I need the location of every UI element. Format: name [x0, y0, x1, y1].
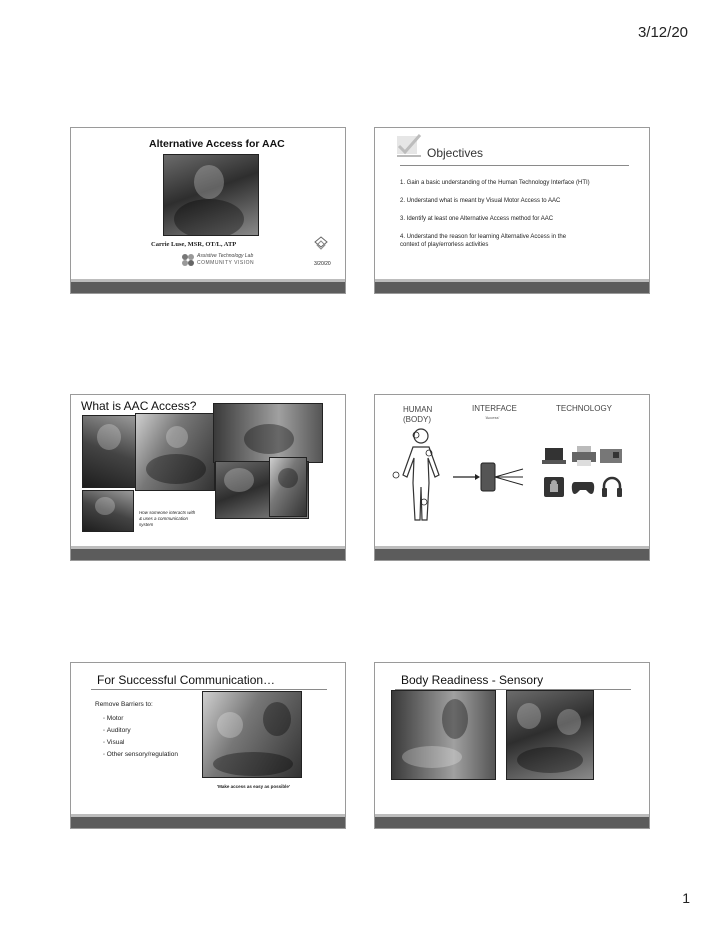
seal-logo-icon [313, 236, 329, 254]
laptop-icon [542, 447, 566, 465]
slide-footer [375, 817, 649, 828]
child-in-classroom-photo [135, 413, 215, 491]
slide2-title: Objectives [427, 146, 484, 160]
technology-label: TECHNOLOGY [556, 404, 613, 413]
sensory-activity-photo [391, 690, 496, 780]
slide5-intro: Remove Barriers to: [95, 701, 153, 708]
human-label: HUMAN [403, 405, 433, 414]
slide-what-is-aac-access [70, 394, 346, 561]
access-label: 'Access' [485, 415, 500, 420]
slide6-title: Body Readiness - Sensory [401, 673, 544, 687]
children-reading-photo [506, 690, 594, 780]
slide1-author: Carrie Luse, MSR, OT/L, ATP [151, 241, 237, 248]
android-icon [544, 477, 564, 497]
barrier-item: ◦ Other sensory/regulation [103, 749, 178, 761]
barrier-list [103, 713, 178, 761]
child-in-wheelchair-photo [163, 154, 259, 236]
slide-successful-communication [70, 662, 346, 829]
objective-item: 3. Identify at least one Alternative Access method for AAC [400, 216, 554, 222]
slide5-title: For Successful Communication… [97, 673, 276, 687]
assistive-tech-lab-logo: Assistive Technology Lab COMMUNITY VISION [181, 253, 261, 269]
headphones-icon [601, 476, 623, 498]
barrier-item: ◦ Visual [103, 737, 178, 749]
slide-body-readiness-sensory [374, 662, 650, 829]
interface-label: INTERFACE [472, 404, 517, 413]
slide3-title: What is AAC Access? [81, 399, 197, 413]
slide3-caption: How someone interacts with & uses a communication system [139, 510, 196, 527]
slide-footer [375, 282, 649, 293]
child-and-adult-photo [202, 691, 302, 778]
objective-item: 2. Understand what is meant by Visual Motor Access to AAC [400, 198, 561, 204]
barrier-item: ◦ Motor [103, 713, 178, 725]
body-label: (BODY) [403, 415, 431, 424]
slide-footer [375, 549, 649, 560]
slide5-quote: 'Make access as easy as possible' [217, 784, 290, 789]
slide-footer [71, 282, 345, 293]
checkmark-icon [395, 132, 423, 158]
barrier-item: ◦ Auditory [103, 725, 178, 737]
slide-footer [71, 817, 345, 828]
chip-icon [600, 447, 622, 465]
page-date: 3/12/20 [637, 24, 688, 41]
slide-footer [71, 549, 345, 560]
wheelchair-outdoor-photo [213, 403, 323, 463]
slide-title-slide [70, 127, 346, 294]
interface-arrows [453, 457, 533, 497]
human-body-outline [391, 425, 451, 525]
slide-human-interface-technology [374, 394, 650, 561]
printer-icon [572, 446, 596, 466]
slide1-date: 3/20/20 [314, 261, 331, 267]
slide-objectives [374, 127, 650, 294]
puzzle-logo-icon [181, 253, 195, 267]
slide1-title: Alternative Access for AAC [149, 138, 285, 150]
child-with-tablet-photo [82, 490, 134, 532]
gamepad-icon [571, 480, 595, 496]
objective-item: 1. Gain a basic understanding of the Human Technology Interface (HTI) [400, 180, 590, 186]
child-with-device-photo [82, 415, 137, 488]
page-number: 1 [682, 890, 690, 906]
objective-item: 4. Understand the reason for learning Alternative Access in the context of play/errorless activities [400, 234, 567, 248]
therapist-and-child-photo [269, 457, 307, 517]
